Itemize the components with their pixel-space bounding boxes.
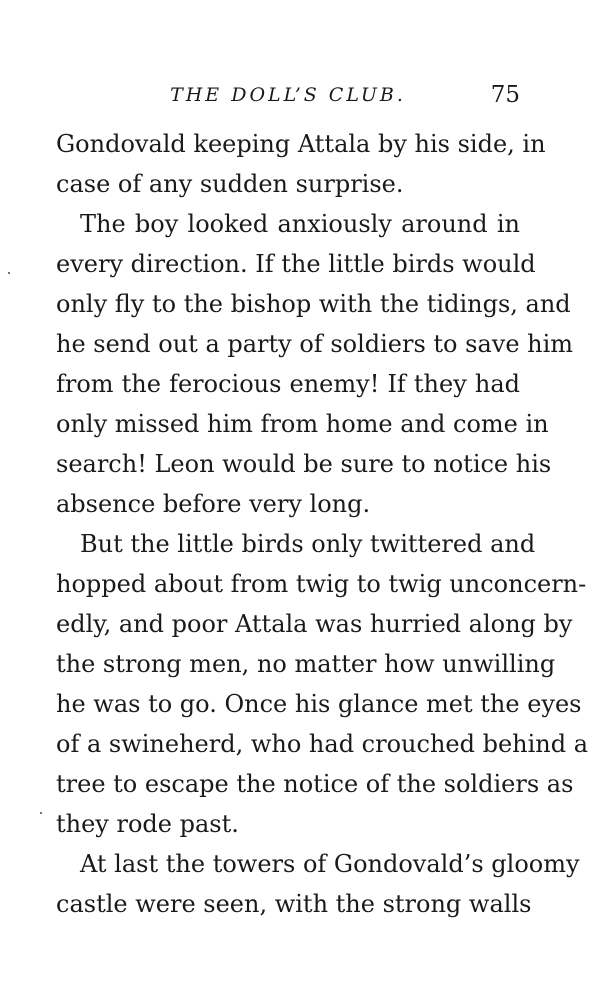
page-number: 75: [490, 82, 520, 108]
text-line: absence before very long.: [56, 490, 371, 518]
text-line: every direction. If the little birds would: [56, 250, 536, 278]
text-line: of a swineherd, who had crouched behind a: [56, 730, 589, 758]
text-line: they rode past.: [56, 810, 239, 838]
text-line: search! Leon would be sure to notice his: [56, 450, 552, 478]
text-line: the strong men, no matter how unwilling: [56, 650, 556, 678]
text-line: hopped about from twig to twig unconcern-: [56, 570, 587, 598]
text-line: Gondovald keeping Attala by his side, in: [56, 130, 546, 158]
text-line: he was to go. Once his glance met the eyes: [56, 690, 582, 718]
paragraph-first-line: At last the towers of Gondovald’s gloomy: [80, 850, 580, 878]
text-line: castle were seen, with the strong walls: [56, 890, 532, 918]
text-line: edly, and poor Attala was hurried along by: [56, 610, 573, 638]
page-header: [56, 82, 520, 112]
paragraph-first-line: But the little birds only twittered and: [80, 530, 536, 558]
text-line: he send out a party of soldiers to save him: [56, 330, 574, 358]
paper-speck: [40, 812, 42, 814]
paper-speck: [8, 272, 10, 274]
text-line: tree to escape the notice of the soldiers as: [56, 770, 574, 798]
text-line: case of any sudden surprise.: [56, 170, 404, 198]
text-line: from the ferocious enemy! If they had: [56, 370, 520, 398]
text-line: only fly to the bishop with the tidings, and: [56, 290, 571, 318]
running-title: THE DOLL’S CLUB.: [170, 84, 406, 106]
text-line: only missed him from home and come in: [56, 410, 549, 438]
paragraph-first-line: The boy looked anxiously around in: [80, 210, 520, 238]
